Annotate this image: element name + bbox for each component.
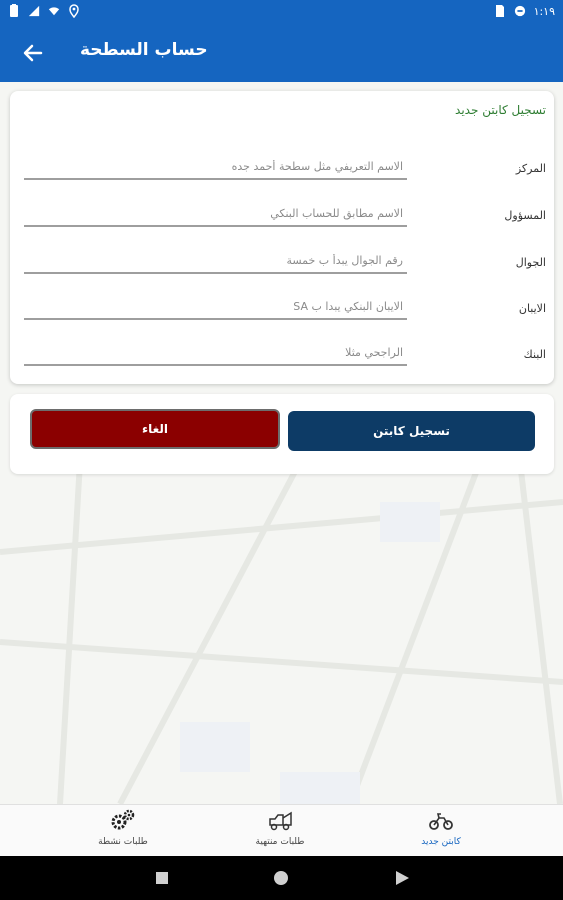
sim-icon [494,4,506,18]
recents-icon[interactable] [154,870,170,886]
page-title: حساب السطحة [80,40,208,60]
cancel-button[interactable]: الغاء [30,409,280,449]
vpn-icon [514,4,526,18]
field-label: البنك [523,348,546,361]
motorbike-icon [428,809,454,833]
action-panel [10,394,554,474]
nav-label: كابتن جديد [421,837,461,847]
nav-finished-orders[interactable] [225,809,335,855]
bottom-navigation [0,804,563,856]
form-header: تسجيل كابتن جديد [455,103,546,117]
bank-input[interactable] [24,340,407,366]
register-captain-button[interactable]: تسجيل كابتن [288,411,535,451]
center-input[interactable] [24,154,407,180]
nav-new-captain[interactable] [386,809,496,855]
gears-icon [110,809,136,833]
wifi-icon [48,4,60,18]
status-bar [0,0,563,24]
mobile-input[interactable] [24,248,407,274]
field-label: الايبان [518,302,546,315]
back-nav-icon[interactable] [394,870,410,886]
field-label: المركز [515,162,546,175]
nav-active-orders[interactable] [68,809,178,855]
arrow-left-icon [23,43,43,63]
iban-input[interactable] [24,294,407,320]
field-label: الجوال [515,256,546,269]
responsible-input[interactable] [24,201,407,227]
register-captain-form [10,91,554,384]
field-label: المسؤول [504,209,546,222]
nav-label: طلبات نشطة [98,837,148,847]
field-responsible [10,193,554,239]
back-button[interactable] [18,38,48,68]
status-icons-left [8,4,80,18]
status-time: ١:١٩ [533,4,555,18]
field-bank [10,332,554,378]
location-icon [68,4,80,18]
system-navigation-bar [0,856,563,900]
nav-label: طلبات منتهية [255,837,305,847]
app-bar [0,24,563,82]
status-icons-right [494,4,555,18]
battery-icon [8,4,20,18]
tow-truck-icon [267,809,293,833]
signal-icon [28,4,40,18]
field-mobile [10,240,554,286]
field-center [10,146,554,192]
field-iban [10,286,554,332]
home-icon[interactable] [273,870,289,886]
